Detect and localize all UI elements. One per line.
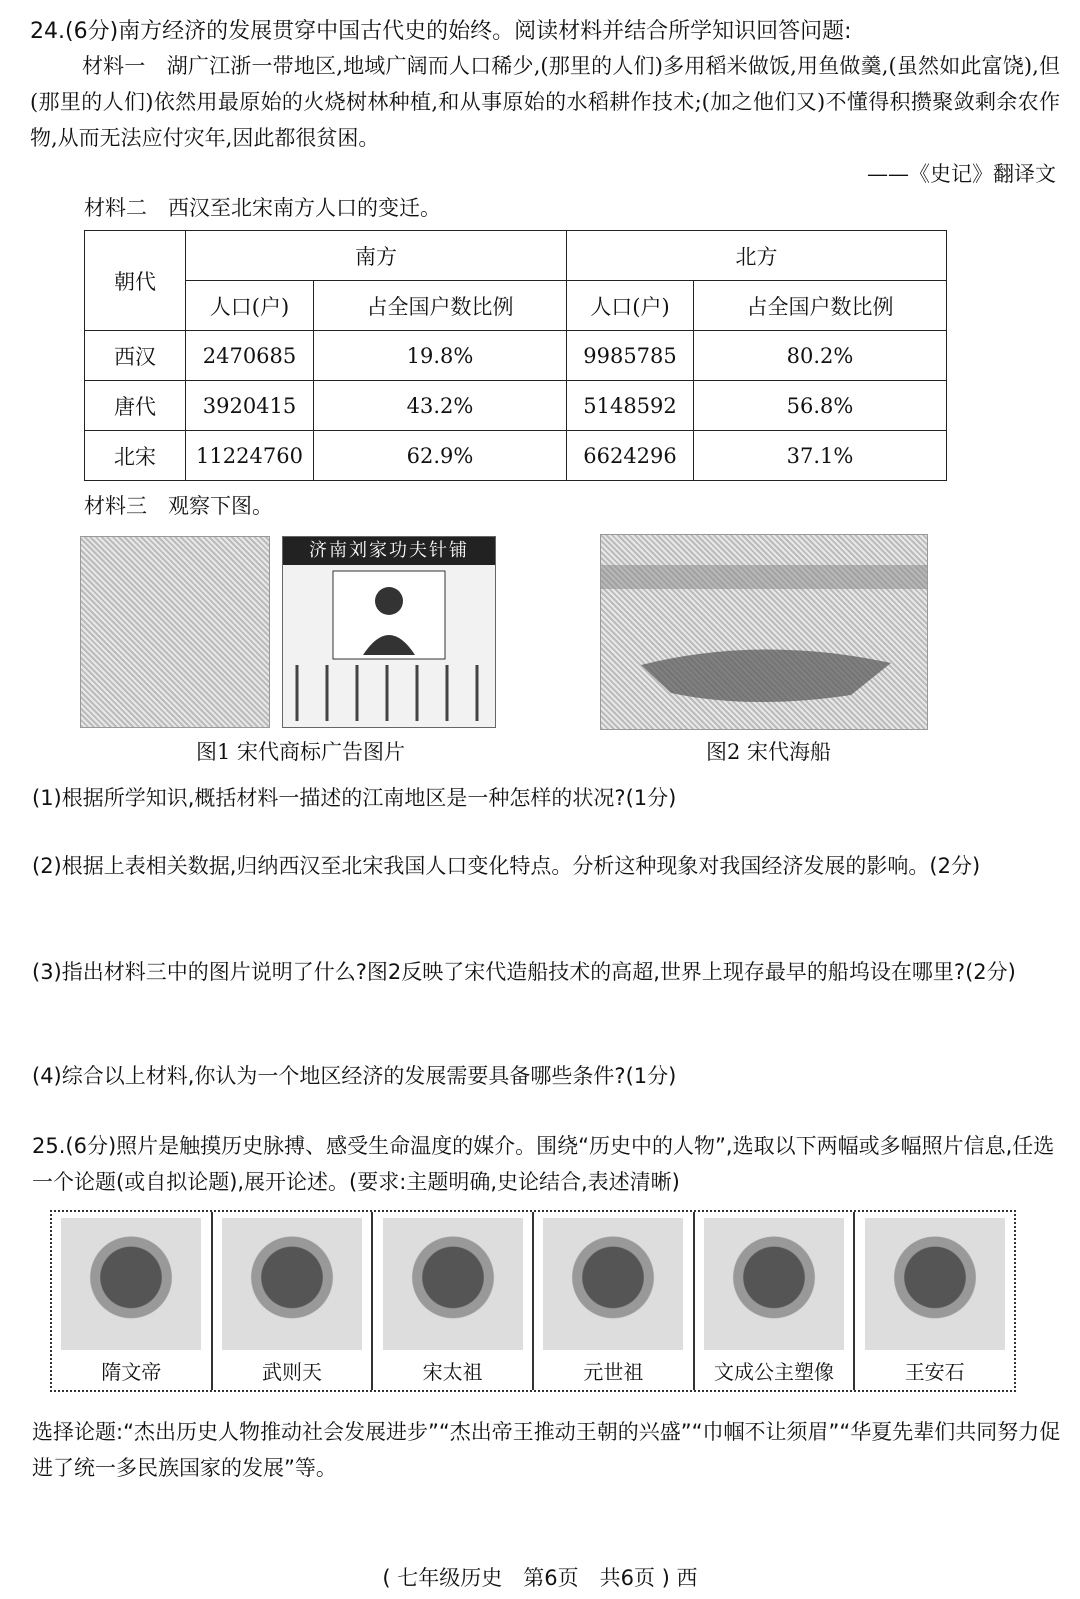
portrait-cell (52, 1212, 213, 1390)
population-table (84, 230, 947, 481)
row-north-pop: 5148592 (567, 381, 694, 431)
portrait-image (61, 1218, 201, 1350)
table-row (85, 331, 947, 381)
ad-figure-illustration (283, 565, 495, 725)
question-24-heading: 24.(6分)南方经济的发展贯穿中国古代史的始终。阅读材料并结合所学知识回答问题: (30, 19, 852, 44)
row-dynasty: 西汉 (85, 331, 186, 381)
row-dynasty: 唐代 (85, 381, 186, 431)
south-pop-header: 人口(户) (186, 281, 314, 331)
row-south-pop: 3920415 (186, 381, 314, 431)
row-north-pop: 9985785 (567, 331, 694, 381)
material-3-label: 材料三 观察下图。 (84, 494, 273, 518)
portrait-name: 隋文帝 (101, 1360, 162, 1384)
portrait-cell (855, 1212, 1014, 1390)
portrait-image (543, 1218, 683, 1350)
material-1-source: ——《史记》翻译文 (867, 162, 1056, 186)
sub-question-4: (4)综合以上材料,你认为一个地区经济的发展需要具备哪些条件?(1分) (32, 1064, 677, 1088)
portrait-name: 武则天 (262, 1360, 322, 1384)
portrait-name: 宋太祖 (422, 1360, 483, 1384)
topic-options: 选择论题:“杰出历史人物推动社会发展进步”“杰出帝王推动王朝的兴盛”“巾帼不让须眉”“华夏先辈们共同努力促进了统一多民族国家的发展”等。 (32, 1420, 1061, 1480)
portrait-cell (695, 1212, 856, 1390)
song-ship-image (600, 534, 928, 730)
table-row (85, 381, 947, 431)
row-south-ratio: 62.9% (314, 431, 567, 481)
figure-1-caption: 图1 宋代商标广告图片 (196, 740, 406, 764)
row-dynasty: 北宋 (85, 431, 186, 481)
table-row (85, 431, 947, 481)
stone-tablet-image (80, 536, 270, 728)
dynasty-header: 朝代 (85, 231, 186, 331)
portrait-cell (213, 1212, 374, 1390)
figure-2-caption: 图2 宋代海船 (706, 740, 832, 764)
row-south-pop: 11224760 (186, 431, 314, 481)
question-25-heading: 25.(6分)照片是触摸历史脉搏、感受生命温度的媒介。围绕“历史中的人物”,选取以下两幅或多幅照片信息,任选一个论题(或自拟论题),展开论述。(要求:主题明确,史论结合,表述清晰) (32, 1134, 1055, 1194)
south-ratio-header: 占全国户数比例 (314, 281, 567, 331)
row-north-ratio: 37.1% (694, 431, 947, 481)
ship-illustration (601, 535, 927, 729)
portrait-image (222, 1218, 362, 1350)
row-north-pop: 6624296 (567, 431, 694, 481)
song-ad-image (282, 536, 496, 728)
row-north-ratio: 80.2% (694, 331, 947, 381)
ad-title: 济南刘家功夫针铺 (283, 537, 495, 565)
material-1-text: 材料一 湖广江浙一带地区,地域广阔而人口稀少,(那里的人们)多用稻米做饭,用鱼做羹,(虽然如此富饶),但(那里的人们)依然用最原始的火烧树林种植,和从事原始的水稻耕作技术;(加之他们又)不懂得积攒聚敛剩余农作物,从而无法应付灾年,因此都很贫困。 (30, 54, 1060, 150)
portrait-image (704, 1218, 844, 1350)
south-header: 南方 (186, 231, 567, 281)
portrait-cell (534, 1212, 695, 1390)
portrait-strip (50, 1210, 1016, 1392)
row-south-pop: 2470685 (186, 331, 314, 381)
sub-question-2: (2)根据上表相关数据,归纳西汉至北宋我国人口变化特点。分析这种现象对我国经济发展的影响。(2分) (32, 854, 981, 878)
north-pop-header: 人口(户) (567, 281, 694, 331)
sub-question-1: (1)根据所学知识,概括材料一描述的江南地区是一种怎样的状况?(1分) (32, 786, 677, 810)
portrait-name: 王安石 (904, 1360, 965, 1384)
sub-question-3: (3)指出材料三中的图片说明了什么?图2反映了宋代造船技术的高超,世界上现存最早的船坞设在哪里?(2分) (32, 960, 1016, 984)
portrait-cell (373, 1212, 534, 1390)
portrait-name: 元世祖 (583, 1360, 644, 1384)
north-header: 北方 (567, 231, 947, 281)
portrait-image (383, 1218, 523, 1350)
row-south-ratio: 43.2% (314, 381, 567, 431)
material-2-label: 材料二 西汉至北宋南方人口的变迁。 (84, 196, 441, 220)
page-footer: ( 七年级历史 第6页 共6页 ) 西 (382, 1566, 698, 1590)
north-ratio-header: 占全国户数比例 (694, 281, 947, 331)
portrait-name: 文成公主塑像 (714, 1360, 835, 1384)
row-south-ratio: 19.8% (314, 331, 567, 381)
row-north-ratio: 56.8% (694, 381, 947, 431)
portrait-image (865, 1218, 1005, 1350)
